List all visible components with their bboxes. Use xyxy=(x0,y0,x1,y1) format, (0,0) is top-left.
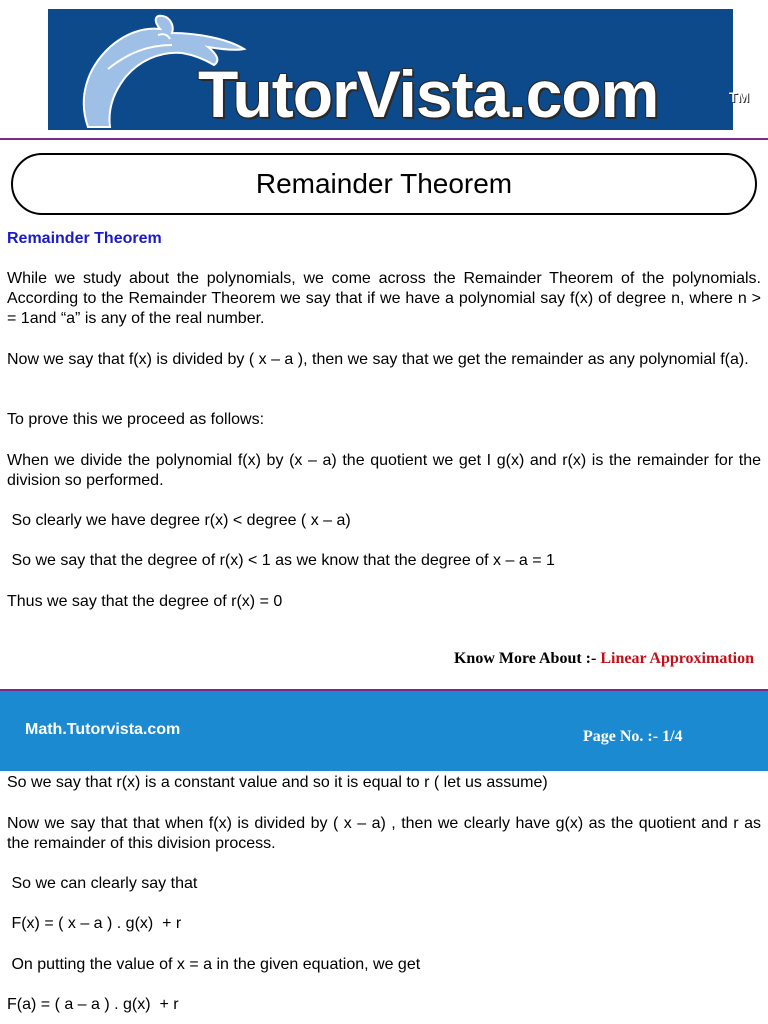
page-title: Remainder Theorem xyxy=(255,168,513,199)
page-footer xyxy=(0,691,768,771)
linear-approximation-link[interactable]: Linear Approximation xyxy=(600,650,754,667)
logo-wordmark: TutorVista.com xyxy=(198,57,659,131)
tutorvista-logo-banner xyxy=(48,9,750,131)
title-box xyxy=(11,153,757,215)
equation: F(x) = ( x – a ) . g(x) + r xyxy=(7,915,182,932)
section-heading: Remainder Theorem xyxy=(7,230,162,247)
know-more-label: Know More About :- xyxy=(453,650,601,667)
trademark-mark: TM xyxy=(729,89,750,105)
paragraph: So clearly we have degree r(x) < degree ( x – a) xyxy=(7,512,351,529)
site-link[interactable]: Math.Tutorvista.com xyxy=(25,721,181,738)
paragraph: While we study about the polynomials, we come across the Remainder Theorem of the polynomials. According to the Remainder Theorem we say that if we have a polynomial say f(x) of degree n, where n > = 1and “a” is any of the real number. xyxy=(7,270,761,327)
paragraph: When we divide the polynomial f(x) by (x – a) the quotient we get I g(x) and r(x) is the remainder for the division so performed. xyxy=(7,452,761,489)
know-more-line xyxy=(454,649,754,669)
divider-rule xyxy=(0,138,768,140)
paragraph: Thus we say that the degree of r(x) = 0 xyxy=(7,593,283,610)
paragraph: To prove this we proceed as follows: xyxy=(7,411,265,428)
equation: F(a) = ( a – a ) . g(x) + r xyxy=(7,996,179,1013)
paragraph: So we say that r(x) is a constant value and so it is equal to r ( let us assume) xyxy=(7,774,548,791)
paragraph: On putting the value of x = a in the given equation, we get xyxy=(7,956,421,973)
paragraph: So we can clearly say that xyxy=(7,875,198,892)
paragraph: Now we say that that when f(x) is divided by ( x – a) , then we clearly have g(x) as the quotient and r as the remainder of this division process. xyxy=(7,815,761,852)
paragraph: Now we say that f(x) is divided by ( x – a ), then we say that we get the remainder as any polynomial f(a). xyxy=(7,351,749,368)
page-number: Page No. :- 1/4 xyxy=(583,728,683,745)
paragraph: So we say that the degree of r(x) < 1 as we know that the degree of x – a = 1 xyxy=(7,552,555,569)
